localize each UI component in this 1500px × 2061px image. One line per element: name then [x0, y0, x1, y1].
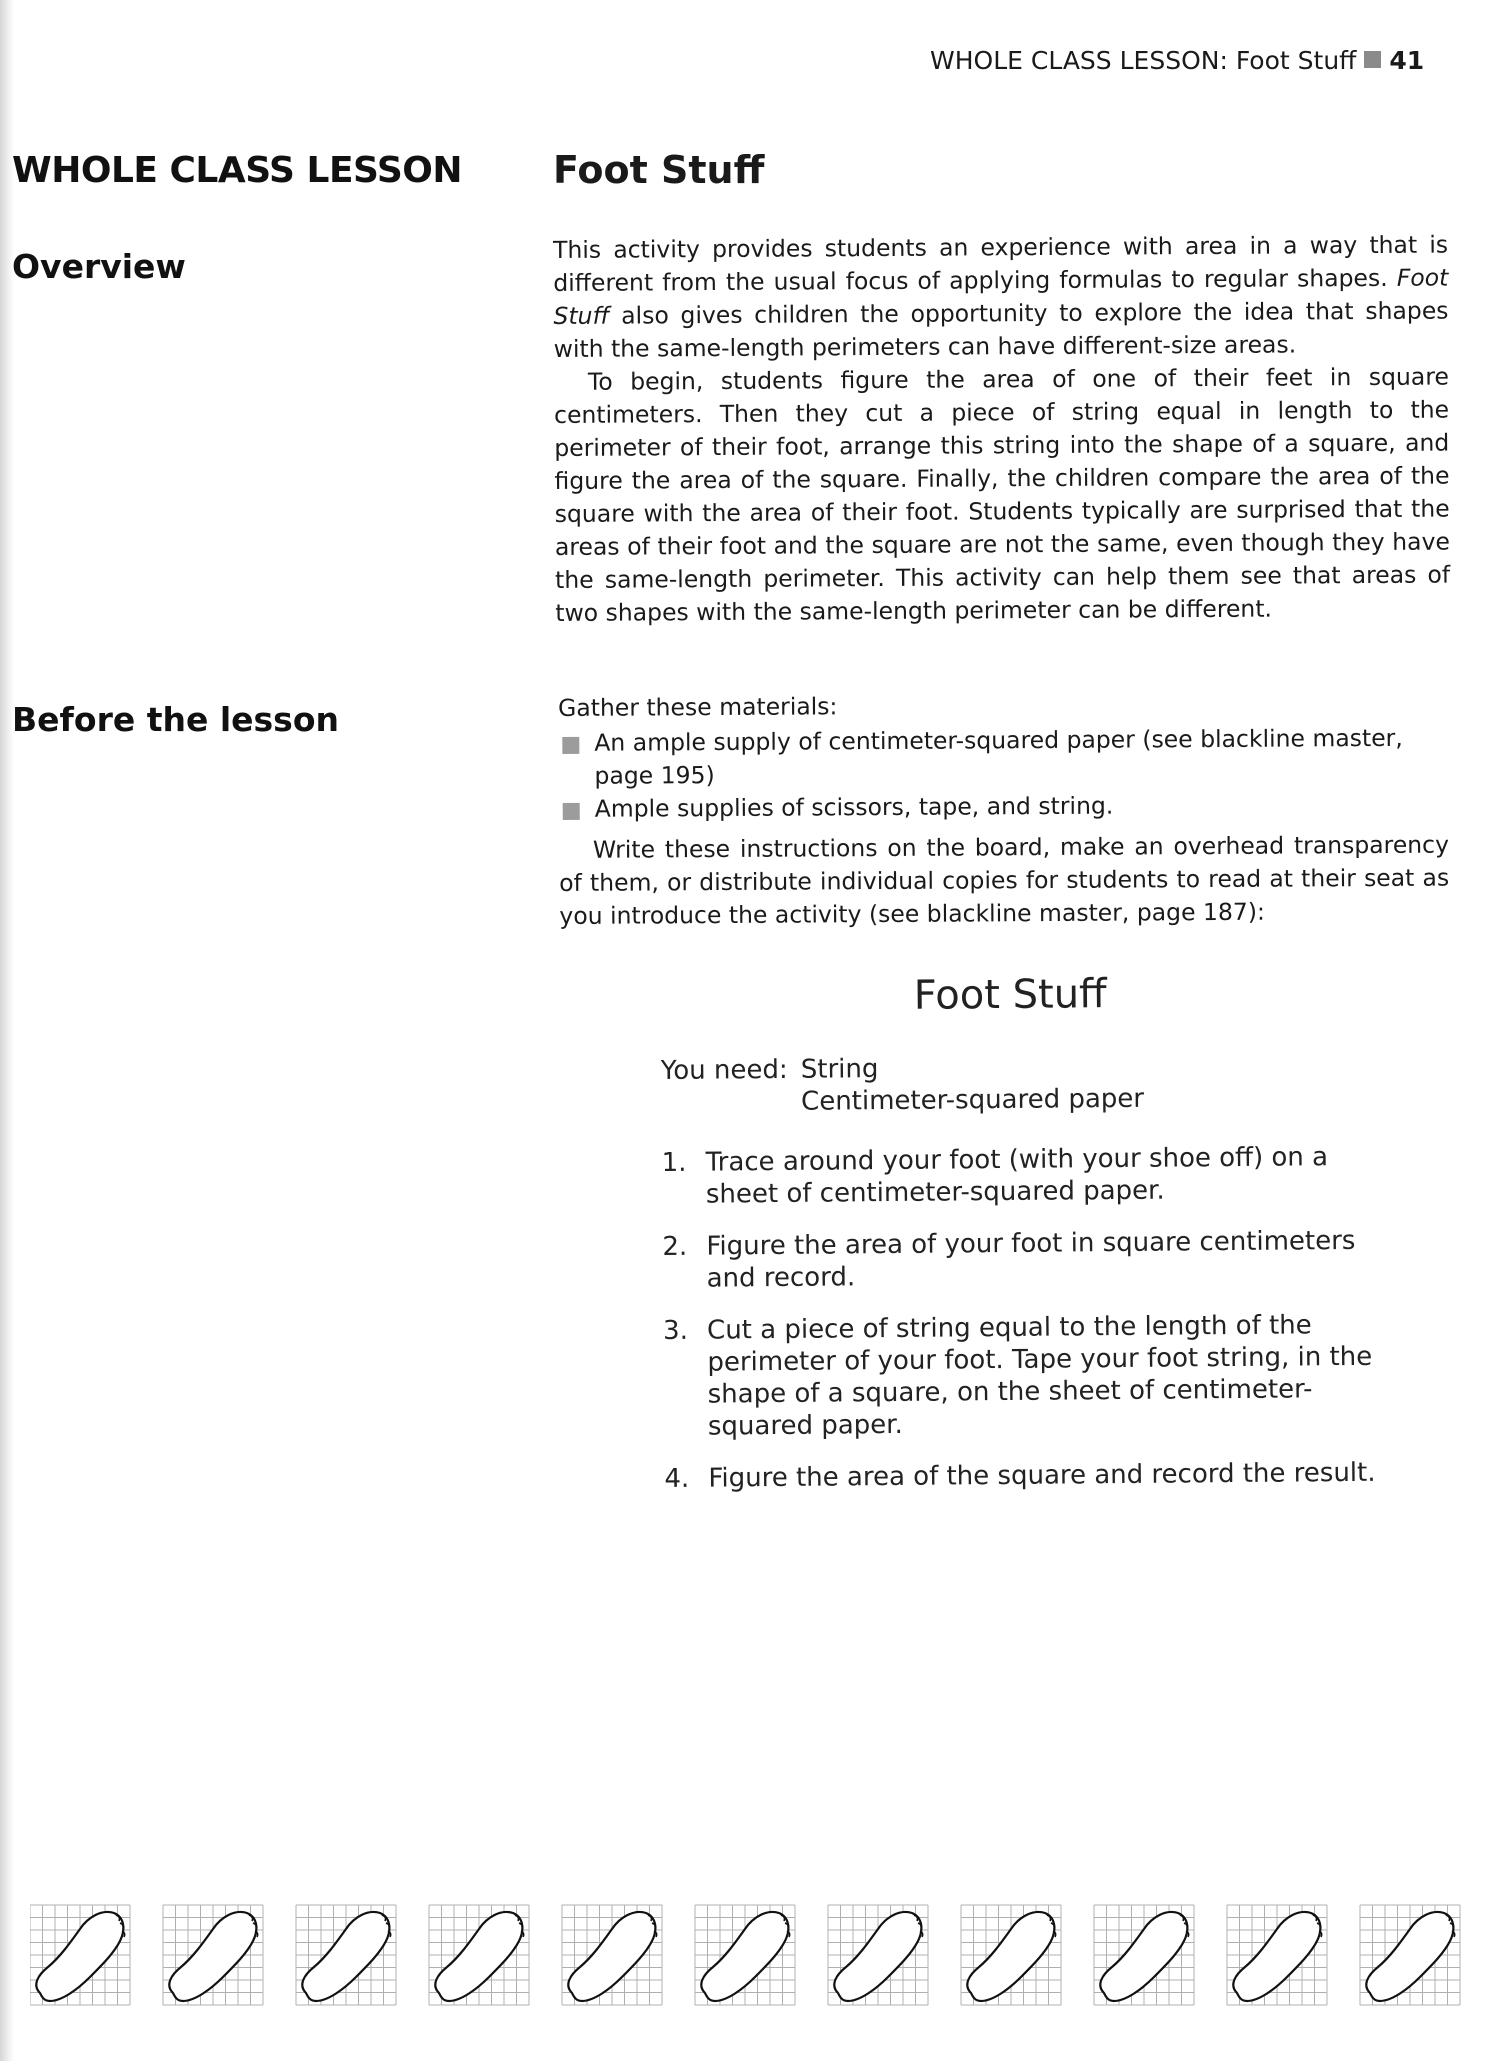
foot-on-grid-icon: [961, 1905, 1061, 2005]
running-head: [930, 46, 1450, 75]
foot-on-grid-icon: [296, 1905, 396, 2005]
overview-p1-start: This activity provides students an experience with area in a way that is different from the usual focus of applying formulas to regular shapes.: [553, 230, 1449, 297]
foot-on-grid-icon: [429, 1905, 529, 2005]
step-number: 1.: [661, 1147, 687, 1178]
need-item: Centimeter-squared paper: [800, 1083, 1145, 1117]
square-bullet-icon: [1364, 51, 1381, 68]
you-need-label: You need:: [660, 1054, 788, 1086]
you-need-items: [801, 1051, 1144, 1118]
list-item: [559, 788, 1449, 826]
step-text: Trace around your foot (with your shoe off) on a sheet of centimeter-squared paper.: [705, 1142, 1329, 1210]
material-text: An ample supply of centimeter-squared paper (see blackline master, page 195): [594, 723, 1403, 790]
step-number: 3.: [662, 1315, 689, 1346]
handout: [660, 969, 1385, 1515]
footer-foot-strip: [30, 1900, 1470, 2010]
foot-on-grid-icon: [1227, 1905, 1327, 2005]
overview-heading: Overview: [12, 247, 186, 286]
lesson-type-label: WHOLE CLASS LESSON: [12, 150, 462, 191]
foot-on-grid-icon: [30, 1905, 130, 2005]
running-head-text: WHOLE CLASS LESSON: Foot Stuff: [930, 46, 1357, 75]
handout-title: Foot Stuff: [913, 971, 1107, 1019]
list-item: [558, 722, 1448, 793]
lesson-title: Foot Stuff: [553, 148, 765, 192]
need-item: String: [800, 1054, 879, 1085]
instructions-paragraph: Write these instructions on the board, make an overhead transparency of them, or distribute individual copies for students to read at their seat as you introduce the activity (see blackline master, page 187):: [559, 830, 1450, 930]
foot-on-grid-icon: [828, 1905, 928, 2005]
step-number: 4.: [664, 1463, 690, 1494]
foot-on-grid-icon: [163, 1905, 263, 2005]
step-item: [662, 1225, 1383, 1295]
step-item: [664, 1457, 1384, 1495]
foot-on-grid-icon: [695, 1905, 795, 2005]
overview-paragraph-1: [553, 229, 1449, 366]
steps-list: [662, 1141, 1385, 1495]
foot-on-grid-icon: [1360, 1905, 1460, 2005]
overview-p1-italic: Foot Stuff: [553, 263, 1449, 330]
overview-text: [553, 229, 1450, 630]
you-need-row: [661, 1049, 1382, 1119]
step-text: Figure the area of the square and record the result.: [708, 1457, 1376, 1494]
overview-p1-end: also gives children the opportunity to explore the idea that shapes with the same-length perimeters can have different-size areas.: [553, 296, 1449, 363]
step-item: [663, 1309, 1384, 1443]
step-item: [662, 1141, 1383, 1211]
step-text: Figure the area of your foot in square centimeters and record.: [706, 1225, 1356, 1294]
page-number: 41: [1389, 46, 1425, 75]
step-number: 2.: [662, 1231, 688, 1262]
foot-on-grid-icon: [562, 1905, 662, 2005]
materials-list: [558, 722, 1449, 826]
overview-paragraph-2: To begin, students figure the area of one of their feet in square centimeters. Then they cut a piece of string equal in length to the perimeter of their foot, arrange this string into the shape of a square, and figure the area of the square. Finally, the children compare the area of the square with the area of their foot. Students typically are surprised that the areas of their foot and the square are not the same, even though they have the same-length perimeter. This activity can help them see that areas of two shapes with the same-length perimeter can be different.: [554, 362, 1451, 627]
square-bullet-icon: [562, 737, 579, 754]
material-text: Ample supplies of scissors, tape, and string.: [594, 791, 1114, 823]
step-text: Cut a piece of string equal to the length of the perimeter of your foot. Tape your foot string, in the shape of a square, on the sheet of centimeter-squared paper.: [706, 1310, 1373, 1442]
materials-intro: Gather these materials:: [558, 692, 838, 722]
page-edge-shadow: [0, 0, 14, 2061]
before-lesson-text: [558, 687, 1449, 933]
before-lesson-heading: Before the lesson: [12, 700, 339, 739]
square-bullet-icon: [563, 803, 580, 820]
foot-on-grid-icon: [1094, 1905, 1194, 2005]
